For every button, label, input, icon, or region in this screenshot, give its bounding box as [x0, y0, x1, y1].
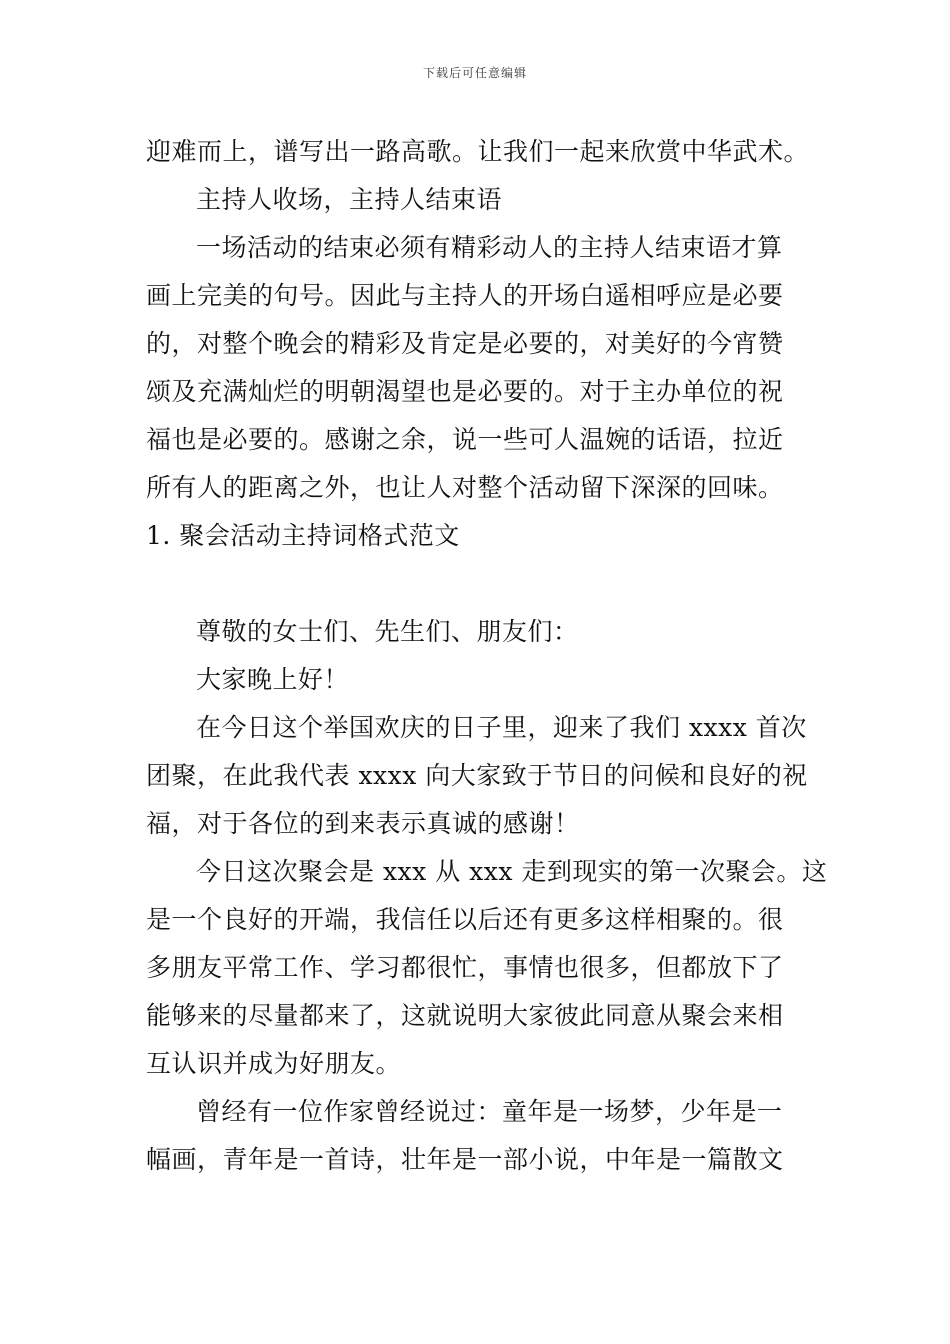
blank-line [146, 560, 810, 608]
numbered-heading: 1. 聚会活动主持词格式范文 [146, 521, 460, 550]
paragraph-line: 曾经有一位作家曾经说过：童年是一场梦，少年是一 [196, 1097, 783, 1126]
paragraph-line: 今日这次聚会是 xxx 从 xxx 走到现实的第一次聚会。这 [196, 857, 828, 886]
paragraph-line: 福，对于各位的到来表示真诚的感谢！ [146, 809, 580, 838]
paragraph-line: 互认识并成为好朋友。 [146, 1049, 402, 1078]
paragraph-line: 迎难而上，谱写出一路高歌。让我们一起来欣赏中华武术。 [146, 137, 810, 166]
paragraph-line: 所有人的距离之外，也让人对整个活动留下深深的回味。 [146, 473, 784, 502]
paragraph-line: 画上完美的句号。因此与主持人的开场白遥相呼应是必要 [146, 281, 784, 310]
greeting-line: 大家晚上好！ [196, 665, 350, 694]
paragraph-line: 福也是必要的。感谢之余，说一些可人温婉的话语，拉近 [146, 425, 784, 454]
paragraph-line: 是一个良好的开端，我信任以后还有更多这样相聚的。很 [146, 905, 784, 934]
document-body [146, 128, 828, 1184]
paragraph-line: 幅画，青年是一首诗，壮年是一部小说，中年是一篇散文 [146, 1145, 784, 1174]
page-header: 下载后可任意编辑 [422, 66, 527, 80]
paragraph-line: 在今日这个举国欢庆的日子里，迎来了我们 xxxx 首次 [196, 713, 807, 742]
paragraph-line: 一场活动的结束必须有精彩动人的主持人结束语才算 [196, 233, 783, 262]
salutation-line: 尊敬的女士们、先生们、朋友们： [196, 617, 579, 646]
paragraph-line: 团聚，在此我代表 xxxx 向大家致于节日的问候和良好的祝 [146, 761, 808, 790]
paragraph-line: 多朋友平常工作、学习都很忙，事情也很多，但都放下了 [146, 953, 784, 982]
paragraph-line: 的，对整个晚会的精彩及肯定是必要的，对美好的今宵赞 [146, 329, 784, 358]
paragraph-line: 颂及充满灿烂的明朝渴望也是必要的。对于主办单位的祝 [146, 377, 784, 406]
paragraph-line: 能够来的尽量都来了，这就说明大家彼此同意从聚会来相 [146, 1001, 784, 1030]
section-heading: 主持人收场，主持人结束语 [196, 185, 503, 214]
